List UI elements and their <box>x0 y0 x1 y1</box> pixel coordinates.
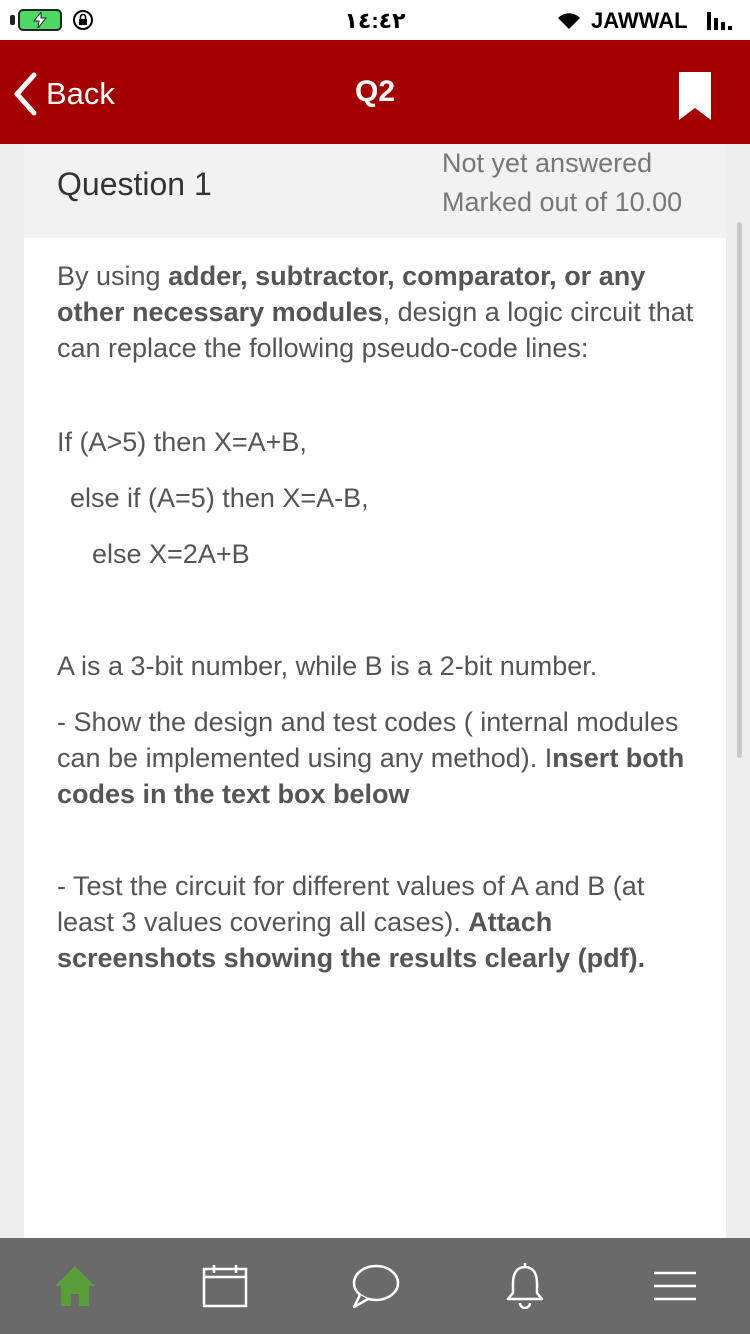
design-prefix: - Show the design and test codes ( internal modules can be implemented using any method). I <box>57 707 679 773</box>
question-state: Not yet answered <box>442 148 653 178</box>
design-bold: nsert both codes in the text box below <box>57 743 685 809</box>
chat-icon <box>350 1263 400 1309</box>
tab-home[interactable] <box>35 1238 115 1334</box>
bookmark-icon[interactable] <box>679 72 711 125</box>
tab-menu[interactable] <box>635 1238 715 1334</box>
bottom-tab-bar <box>0 1238 750 1334</box>
calendar-icon <box>202 1264 248 1308</box>
test-prefix: - Test the circuit for different values of A and B (at least 3 values covering all cases). <box>57 871 645 937</box>
status-bar <box>0 0 750 40</box>
intro-suffix: , design a logic circuit that can replace the following pseudo-code lines: <box>57 297 694 363</box>
question-intro <box>57 258 697 366</box>
test-instruction <box>57 868 697 976</box>
question-info <box>24 144 726 238</box>
menu-icon <box>652 1269 698 1303</box>
tab-messages[interactable] <box>335 1238 415 1334</box>
code-line-2: else if (A=5) then X=A-B, <box>70 483 369 513</box>
tab-notifications[interactable] <box>485 1238 565 1334</box>
code-line-1: If (A>5) then X=A+B, <box>57 427 307 457</box>
scrollbar[interactable] <box>737 222 742 758</box>
navigation-header <box>0 40 750 144</box>
carrier-name: JAWWAL <box>591 8 688 33</box>
intro-prefix: By using <box>57 261 169 291</box>
test-bold: Attach screenshots showing the results clearly (pdf). <box>57 907 646 973</box>
question-card <box>24 144 726 1238</box>
home-icon <box>53 1264 97 1308</box>
back-label: Back <box>46 76 115 111</box>
status-time: ١٤:٤٢ <box>344 8 406 33</box>
intro-bold: adder, subtractor, comparator, or any other necessary modules <box>57 261 646 327</box>
bell-icon <box>505 1263 545 1309</box>
signal-strength-icon <box>707 10 739 35</box>
page-title: Q2 <box>354 75 396 108</box>
bit-sizes-text: A is a 3-bit number, while B is a 2-bit number. <box>57 651 598 681</box>
tab-calendar[interactable] <box>185 1238 265 1334</box>
wifi-icon <box>556 11 582 36</box>
code-line-3: else X=2A+B <box>92 539 250 569</box>
question-grade: Marked out of 10.00 <box>442 187 683 217</box>
design-instruction <box>57 704 697 812</box>
question-number: Question 1 <box>57 166 212 202</box>
